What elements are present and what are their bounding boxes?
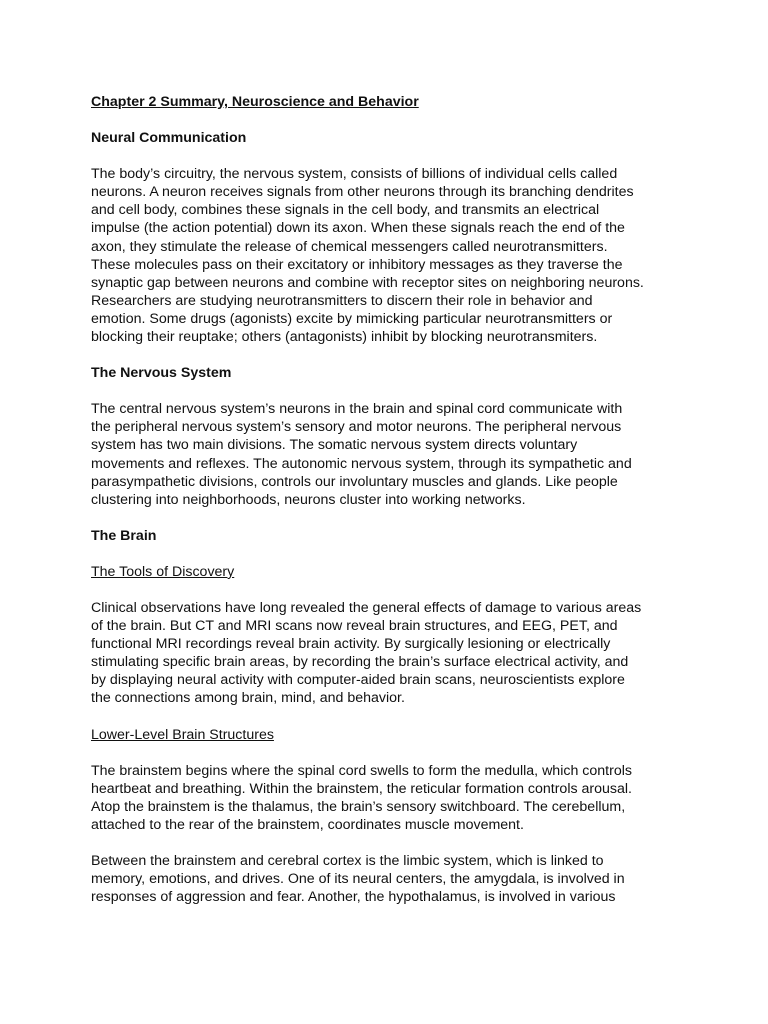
text-line: of the brain. But CT and MRI scans now reveal brain structures, and EEG, PET, and — [91, 618, 618, 635]
text-line: neurons. A neuron receives signals from other neurons through its branching dendrites — [91, 184, 634, 201]
text-line: by displaying neural activity with computer-aided brain scans, neuroscientists explore — [91, 672, 625, 689]
text-line: These molecules pass on their excitatory or inhibitory messages as they traverse the — [91, 256, 623, 273]
text-line: stimulating specific brain areas, by recording the brain’s surface electrical activity, and — [91, 654, 629, 671]
text-line: heartbeat and breathing. Within the brainstem, the reticular formation controls arousal. — [91, 780, 632, 797]
text-line: Between the brainstem and cerebral cortex is the limbic system, which is linked to — [91, 853, 604, 869]
text-line: blocking their reuptake; others (antagonists) inhibit by blocking neurotransmiters. — [91, 329, 598, 346]
text-line: memory, emotions, and drives. One of its neural centers, the amygdala, is involved in — [91, 871, 625, 888]
text-line: and cell body, combines these signals in the cell body, and transmits an electrical — [91, 202, 600, 219]
paragraph-tools-of-discovery — [91, 599, 691, 708]
text-line: emotion. Some drugs (agonists) excite by mimicking particular neurotransmitters or — [91, 310, 613, 327]
subheading-lower-level-brain-structures: Lower-Level Brain Structures — [91, 726, 274, 743]
section-heading-nervous-system: The Nervous System — [91, 365, 232, 382]
text-line: movements and reflexes. The autonomic nervous system, through its sympathetic and — [91, 455, 632, 472]
subheading-tools-of-discovery: The Tools of Discovery — [91, 563, 235, 580]
text-line: The brainstem begins where the spinal cord swells to form the medulla, which controls — [91, 762, 632, 779]
paragraph-brainstem — [91, 762, 691, 834]
text-line: synaptic gap between neurons and combine with receptor sites on neighboring neurons. — [91, 274, 644, 291]
text-line: axon, they stimulate the release of chemical messengers called neurotransmitters. — [91, 238, 608, 255]
text-line: impulse (the action potential) down its axon. When these signals reach the end of the — [91, 220, 625, 237]
text-line: responses of aggression and fear. Another, the hypothalamus, is involved in various — [91, 889, 616, 906]
text-line: functional MRI recordings reveal brain activity. By surgically lesioning or electrically — [91, 636, 611, 653]
text-line: system has two main divisions. The somatic nervous system directs voluntary — [91, 437, 578, 454]
paragraph-nervous-system — [91, 400, 691, 509]
document-content — [91, 93, 691, 924]
text-line: the peripheral nervous system’s sensory and motor neurons. The peripheral nervous — [91, 419, 622, 436]
text-line: clustering into neighborhoods, neurons cluster into working networks. — [91, 491, 526, 508]
text-line: Clinical observations have long revealed the general effects of damage to various areas — [91, 599, 642, 616]
text-line: The central nervous system’s neurons in the brain and spinal cord communicate with — [91, 401, 623, 418]
text-line: Atop the brainstem is the thalamus, the brain’s sensory switchboard. The cerebellum, — [91, 798, 626, 815]
paragraph-neural-communication — [91, 165, 691, 346]
text-line: attached to the rear of the brainstem, coordinates muscle movement. — [91, 816, 524, 833]
text-line: parasympathetic divisions, controls our involuntary muscles and glands. Like people — [91, 473, 618, 490]
text-line: the connections among brain, mind, and behavior. — [91, 690, 405, 707]
section-heading-neural-communication: Neural Communication — [91, 130, 247, 147]
paragraph-limbic-system — [91, 852, 691, 906]
text-line: The body’s circuitry, the nervous system, consists of billions of individual cells called — [91, 166, 618, 183]
document-title: Chapter 2 Summary, Neuroscience and Behavior — [91, 94, 419, 110]
section-heading-the-brain: The Brain — [91, 527, 157, 544]
text-line: Researchers are studying neurotransmitters to discern their role in behavior and — [91, 292, 593, 309]
